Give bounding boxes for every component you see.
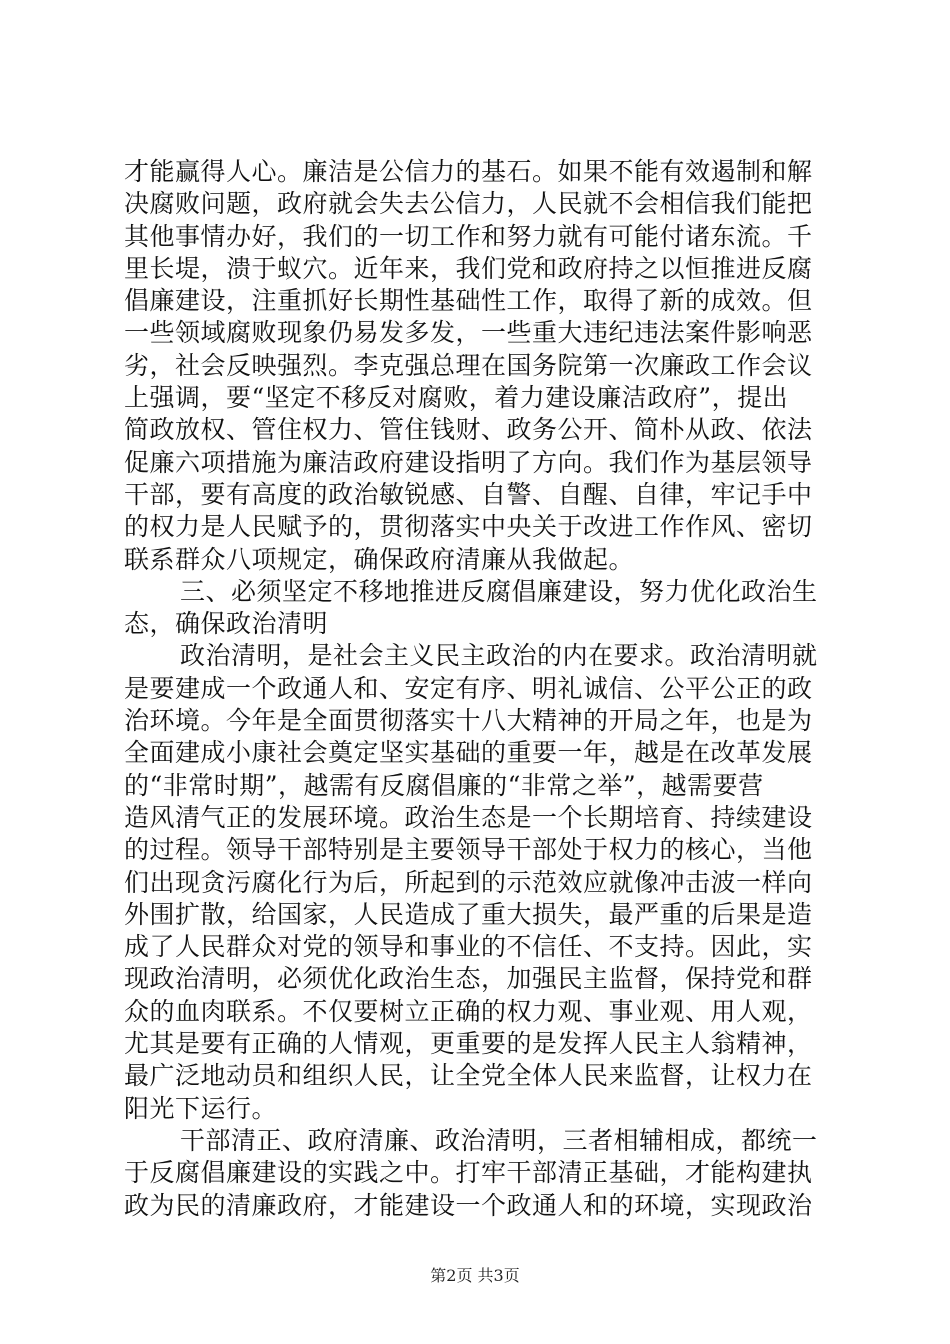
text-line: 最广泛地动员和组织人民，让全党全体人民来监督，让权力在: [124, 1061, 813, 1091]
paragraph-start: 干部清正、政府清廉、政治清明，三者相辅相成，都统一: [180, 1125, 818, 1155]
text-line: 里长堤，溃于蚁穴。近年来，我们党和政府持之以恒推进反腐: [124, 253, 813, 283]
text-line: 简政放权、管住权力、管住钱财、政务公开、简朴从政、依法: [124, 415, 813, 445]
text-line: 劣，社会反映强烈。李克强总理在国务院第一次廉政工作会议: [124, 350, 813, 380]
document-body: [124, 156, 834, 1222]
text-line: 的“非常时期”，越需有反腐倡廉的“非常之举”，越需要营: [124, 770, 764, 800]
text-line: 全面建成小康社会奠定坚实基础的重要一年，越是在改革发展: [124, 738, 813, 768]
text-line: 治环境。今年是全面贯彻落实十八大精神的开局之年，也是为: [124, 706, 813, 736]
text-line: 政为民的清廉政府，才能建设一个政通人和的环境，实现政治: [124, 1190, 813, 1220]
text-line: 现政治清明，必须优化政治生态，加强民主监督，保持党和群: [124, 964, 813, 994]
text-line: 阳光下运行。: [124, 1093, 278, 1123]
text-line: 倡廉建设，注重抓好长期性基础性工作，取得了新的成效。但: [124, 286, 813, 316]
section-heading: 三、必须坚定不移地推进反腐倡廉建设，努力优化政治生: [180, 576, 818, 606]
text-line: 们出现贪污腐化行为后，所起到的示范效应就像冲击波一样向: [124, 867, 813, 897]
text-line: 外围扩散，给国家，人民造成了重大损失，最严重的后果是造: [124, 899, 813, 929]
text-line: 决腐败问题，政府就会失去公信力，人民就不会相信我们能把: [124, 189, 813, 219]
text-line: 才能赢得人心。廉洁是公信力的基石。如果不能有效遏制和解: [124, 157, 813, 186]
page-number-footer: 第2页 共3页: [430, 1266, 520, 1285]
text-line: 是要建成一个政通人和、安定有序、明礼诚信、公平公正的政: [124, 673, 813, 703]
text-line: 成了人民群众对党的领导和事业的不信任、不支持。因此，实: [124, 932, 813, 962]
text-line: 造风清气正的发展环境。政治生态是一个长期培育、持续建设: [124, 802, 813, 832]
text-line: 的权力是人民赋予的，贯彻落实中央关于改进工作作风、密切: [124, 512, 813, 542]
text-line: 众的血肉联系。不仅要树立正确的权力观、事业观、用人观，: [124, 996, 813, 1026]
text-line: 尤其是要有正确的人情观，更重要的是发挥人民主人翁精神，: [124, 1029, 813, 1059]
text-line: 干部，要有高度的政治敏锐感、自警、自醒、自律，牢记手中: [124, 479, 813, 509]
text-line: 一些领域腐败现象仍易发多发，一些重大违纪违法案件影响恶: [124, 318, 813, 348]
paragraph-start: 政治清明，是社会主义民主政治的内在要求。政治清明就: [180, 641, 818, 671]
text-line: 促廉六项措施为廉洁政府建设指明了方向。我们作为基层领导: [124, 447, 813, 477]
text-line: 于反腐倡廉建设的实践之中。打牢干部清正基础，才能构建执: [124, 1158, 813, 1188]
text-line: 联系群众八项规定，确保政府清廉从我做起。: [124, 544, 635, 574]
text-line: 上强调，要“坚定不移反对腐败，着力建设廉洁政府”，提出: [124, 383, 789, 413]
text-line: 其他事情办好，我们的一切工作和努力就有可能付诸东流。千: [124, 221, 813, 251]
section-heading-continued: 态，确保政治清明: [124, 609, 329, 639]
text-line: 的过程。领导干部特别是主要领导干部处于权力的核心，当他: [124, 835, 813, 865]
